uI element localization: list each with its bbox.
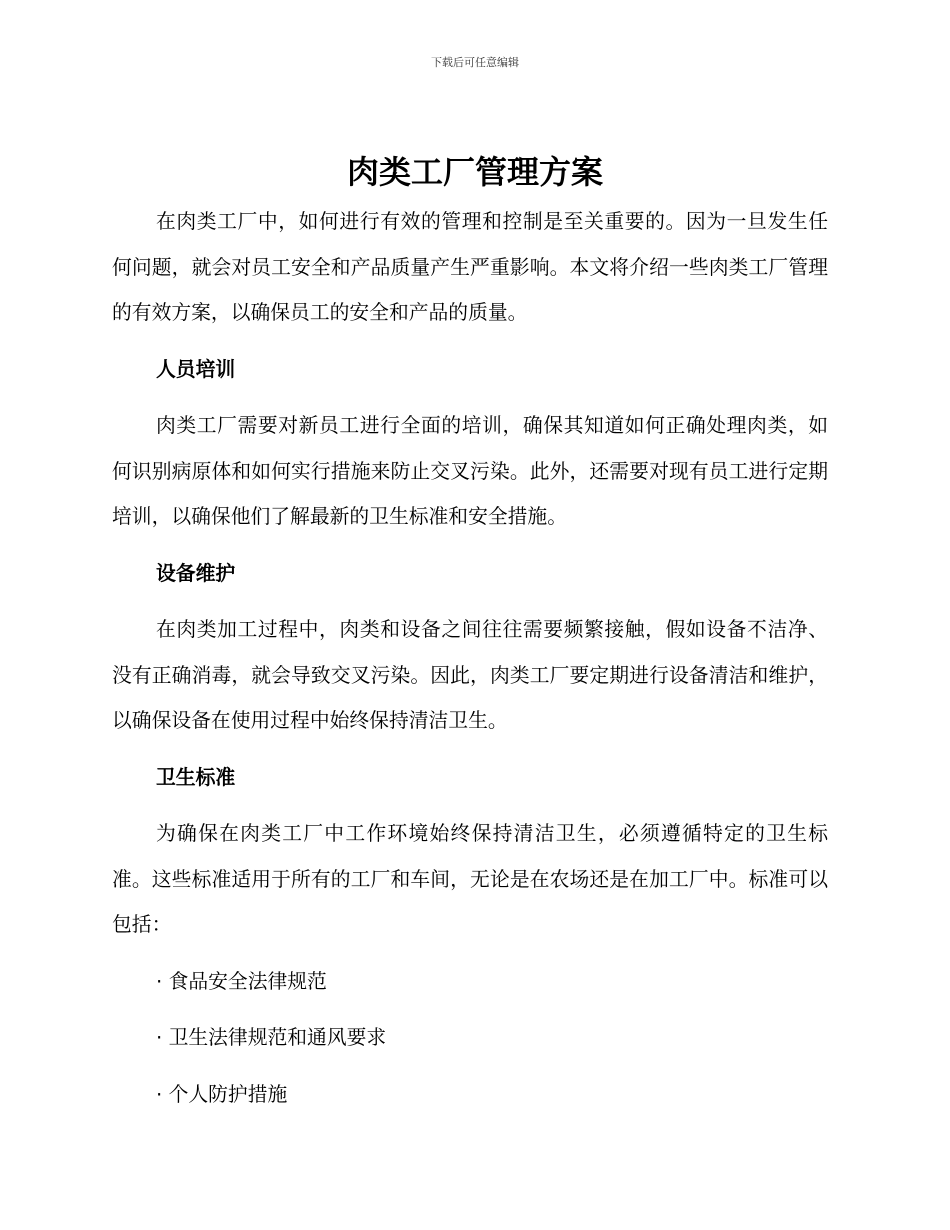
- intro-paragraph: 在肉类工厂中，如何进行有效的管理和控制是至关重要的。因为一旦发生任何问题，就会对员工安全和产品质量产生严重影响。本文将介绍一些肉类工厂管理的有效方案，以确保员工的安全和产品的质量。: [112, 210, 828, 324]
- document-title: 肉类工厂管理方案: [346, 153, 603, 191]
- list-item: · 个人防护措施: [156, 1082, 288, 1106]
- section-body-equipment: 在肉类加工过程中，肉类和设备之间往往需要频繁接触，假如设备不洁净、没有正确消毒，就会导致交叉污染。因此，肉类工厂要定期进行设备清洁和维护，以确保设备在使用过程中始终保持清洁卫生。: [112, 618, 828, 732]
- document-body: [112, 199, 828, 1117]
- section-heading-training: 人员培训: [156, 357, 236, 381]
- list-item: · 食品安全法律规范: [156, 969, 327, 993]
- list-item: · 卫生法律规范和通风要求: [156, 1026, 387, 1049]
- section-heading-hygiene: 卫生标准: [156, 765, 236, 789]
- section-heading-equipment: 设备维护: [156, 561, 236, 585]
- section-body-hygiene: 为确保在肉类工厂中工作环境始终保持清洁卫生，必须遵循特定的卫生标准。这些标准适用于所有的工厂和车间，无论是在农场还是在加工厂中。标准可以包括：: [112, 822, 828, 936]
- section-body-training: 肉类工厂需要对新员工进行全面的培训，确保其知道如何正确处理肉类，如何识别病原体和如何实行措施来防止交叉污染。此外，还需要对现有员工进行定期培训，以确保他们了解最新的卫生标准和安全措施。: [112, 414, 828, 528]
- header-note: 下载后可任意编辑: [431, 56, 519, 69]
